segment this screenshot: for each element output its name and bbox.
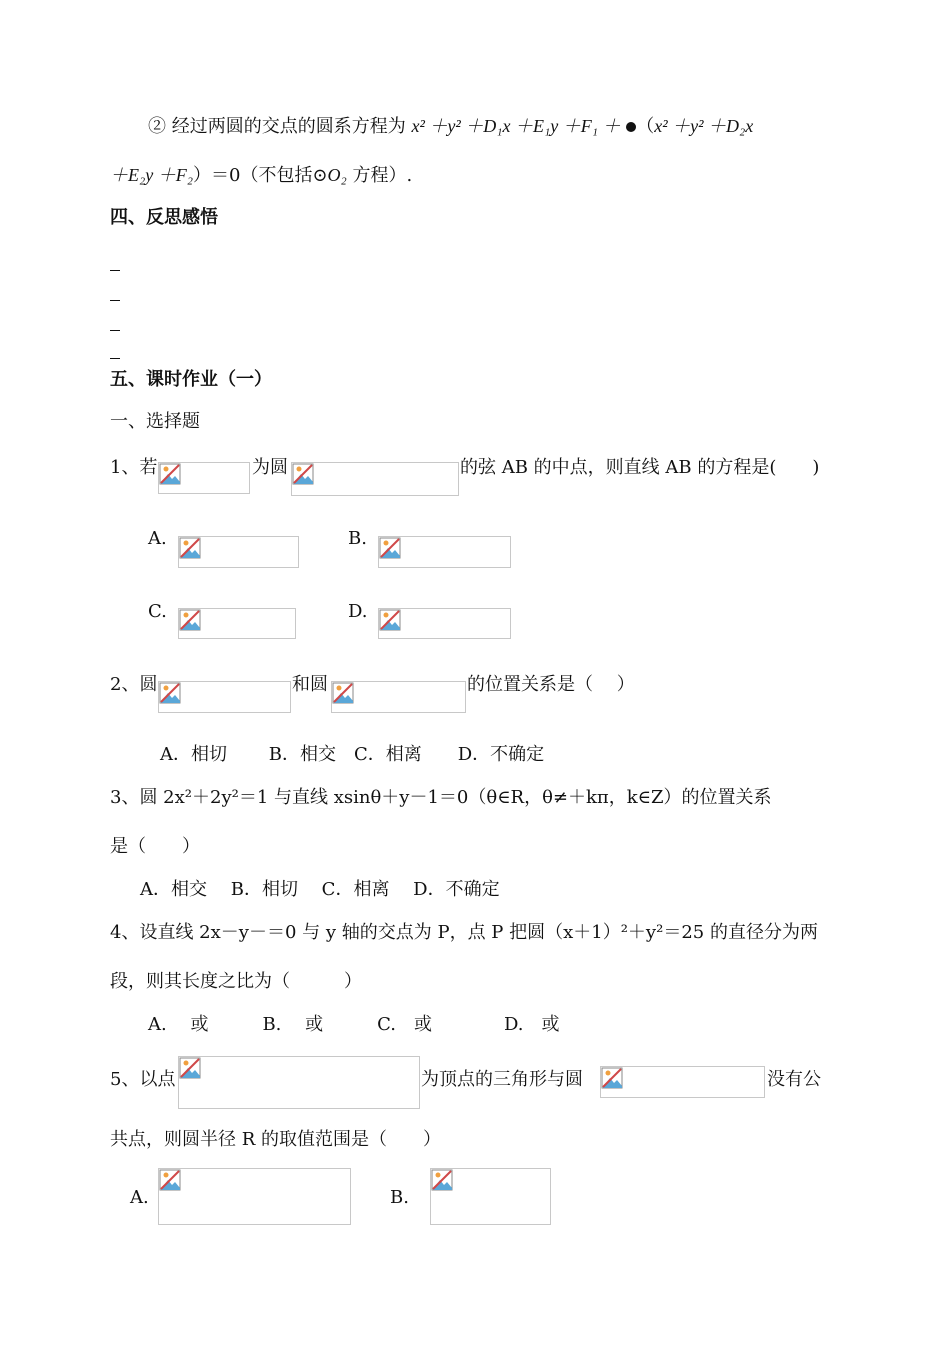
q1-option-a-image [178,536,299,568]
q5-stem-b: 为顶点的三角形与圆 [421,1069,583,1090]
q3-line2: 是（ ） [110,836,200,857]
q2-image-circle1 [158,681,291,713]
q2-stem-c: 的位置关系是（ ） [467,674,635,695]
q1-option-d-image [378,608,511,639]
q4-line1: 4、设直线 2x－y－＝0 与 y 轴的交点为 P，点 P 把圆（x＋1）²＋y²＝25 的直径分为两 [110,922,818,943]
circle-o2: O₂ [327,165,347,185]
q1-option-c-label: C. [148,601,167,622]
q5-image-points [178,1056,420,1109]
formula-part2: x² ＋y² ＋D₂x [654,116,754,136]
q1-option-c-image [178,608,296,639]
formula-end: 方程）. [346,165,413,186]
q1-stem-b: 为圆 [252,457,288,478]
section-title-reflection: 四、反思感悟 [110,207,218,228]
broken-image-icon [431,1169,453,1191]
circle-system-line1 [148,114,753,139]
q5-line2: 共点，则圆半径 R 的取值范围是（ ） [110,1129,441,1150]
q5-option-a-label: A. [130,1187,149,1208]
q1-image-circle [291,462,459,496]
q1-stem-c: 的弦 AB 的中点，则直线 AB 的方程是( ) [460,457,820,478]
broken-image-icon [159,463,181,485]
q5-option-a-image [158,1168,351,1225]
q1-option-d-label: D. [348,601,368,622]
blank-line [110,300,120,301]
part-title-choice: 一、选择题 [110,411,200,432]
q4-line2: 段，则其长度之比为（ ） [110,971,362,992]
broken-image-icon [179,537,201,559]
q1-stem-a: 1、若 [110,457,158,478]
q3-options: A．相交 B．相切 C．相离 D．不确定 [140,879,500,900]
q2-image-circle2 [331,681,466,713]
blank-line [110,358,120,359]
q5-option-b-label: B. [390,1187,409,1208]
blank-line [110,270,120,271]
formula-part3: ＋E₂y ＋F₂ [110,165,193,185]
q5-option-b-image [430,1168,551,1225]
broken-image-icon [379,537,401,559]
q1-option-b-image [378,536,511,568]
q4-options: A. 或 B. 或 C. 或 D. 或 [148,1014,560,1035]
blank-line [110,330,120,331]
q3-line1: 3、圆 2x²＋2y²＝1 与直线 xsinθ＋y－1＝0（θ∈R，θ≠＋kπ，k∈Z）的位置关系 [110,787,772,808]
q5-stem-a: 5、以点 [110,1069,176,1090]
broken-image-icon [159,682,181,704]
q2-options: A．相切 B．相交 C．相离 D．不确定 [160,744,545,765]
q1-option-b-label: B. [348,528,367,549]
broken-image-icon [179,1057,201,1079]
q1-image-point [158,462,250,494]
q1-option-a-label: A. [148,528,167,549]
open-paren: （ [636,116,655,137]
broken-image-icon [159,1169,181,1191]
formula-part1: x² ＋y² ＋D₁x ＋E₁y ＋F₁ ＋ [411,116,621,136]
lambda-dot [626,122,636,132]
q5-stem-c: 没有公 [767,1069,821,1090]
broken-image-icon [332,682,354,704]
circle-system-line2 [110,163,412,188]
q2-stem-b: 和圆 [292,674,328,695]
formula-rest: ）＝0（不包括⊙ [193,165,328,186]
broken-image-icon [292,463,314,485]
broken-image-icon [601,1067,623,1089]
broken-image-icon [179,609,201,631]
q2-stem-a: 2、圆 [110,674,158,695]
section-title-homework: 五、课时作业（一） [110,369,272,390]
broken-image-icon [379,609,401,631]
q5-image-circle [600,1066,765,1098]
para-lead: ② 经过两圆的交点的圆系方程为 [148,116,412,137]
